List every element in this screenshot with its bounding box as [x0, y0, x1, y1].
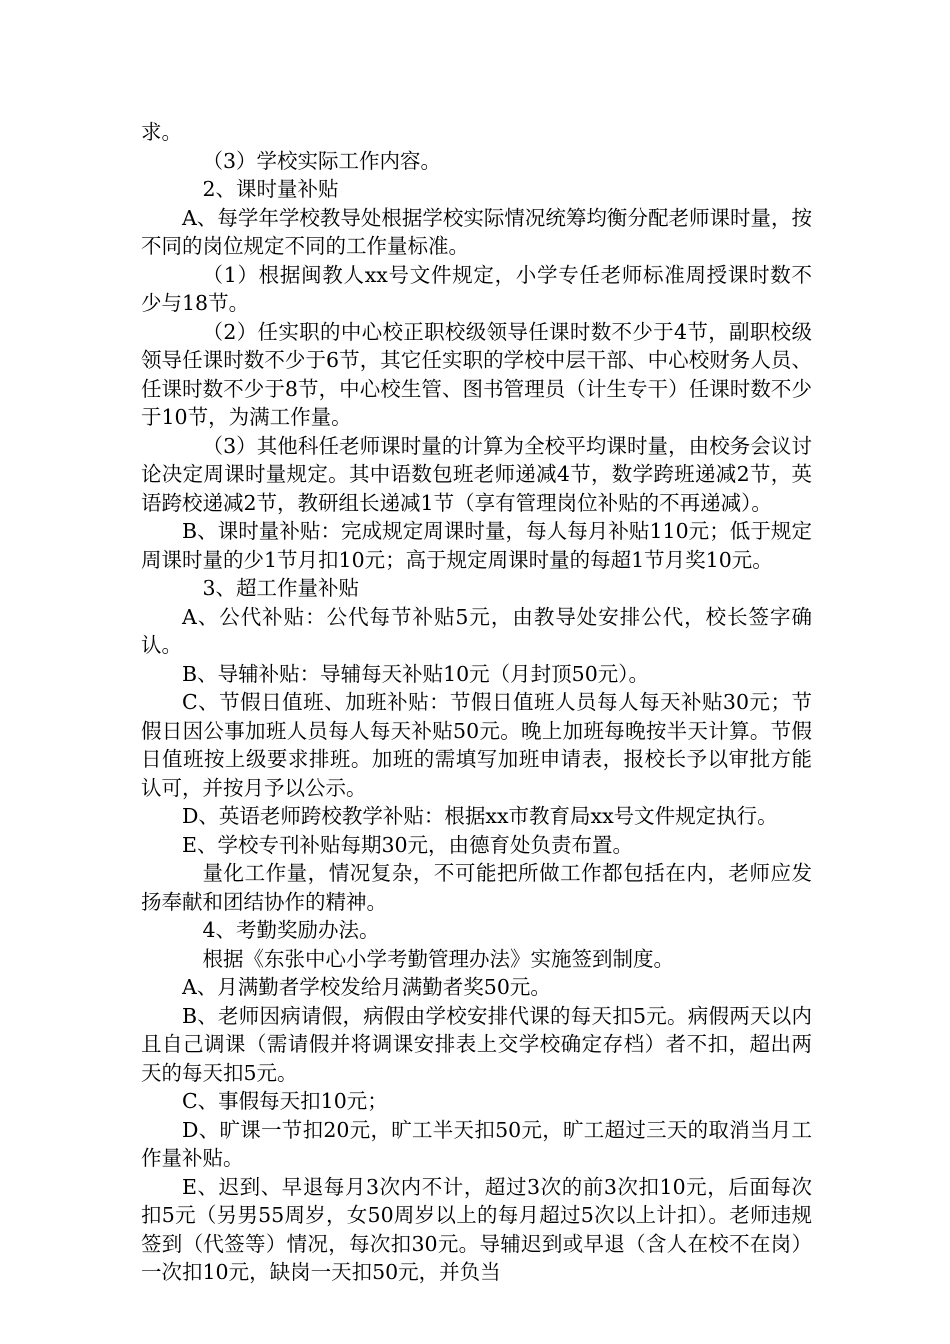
- paragraph: 2、课时量补贴: [202, 177, 339, 201]
- paragraph: E、迟到、早退每月3次内不计，超过3次的前3次扣10元，后面每次扣5元（另男55周岁，女50周岁以上的每月超过5次以上计扣）。老师违规签到（代签等）情况，每次扣30元。导辅迟到或早退（含人在校不在岗）一次扣10元，缺岗一天扣50元，并负当: [141, 1174, 812, 1284]
- paragraph: （3）学校实际工作内容。: [202, 148, 442, 173]
- paragraph: A、月满勤者学校发给月满勤者奖50元。: [182, 975, 551, 999]
- paragraph: C、节假日值班、加班补贴：节假日值班人员每人每天补贴30元；节假日因公事加班人员每人每天补贴50元。晚上加班每晚按半天计算。节假日值班按上级要求排班。加班的需填写加班申请表，报校长予以审批方能认可，并按月予以公示。: [141, 690, 812, 800]
- paragraph: （1）根据闽教人xx号文件规定，小学专任老师标准周授课时数不少与18节。: [141, 262, 812, 315]
- document-body: [141, 118, 812, 1287]
- paragraph: A、公代补贴：公代每节补贴5元，由教导处安排公代，校长签字确认。: [141, 604, 812, 657]
- paragraph: B、老师因病请假，病假由学校安排代课的每天扣5元。病假两天以内且自己调课（需请假并将调课安排表上交学校确定存档）者不扣，超出两天的每天扣5元。: [141, 1003, 812, 1085]
- paragraph: 求。: [141, 120, 182, 144]
- paragraph: C、事假每天扣10元；: [182, 1089, 388, 1113]
- paragraph: B、课时量补贴：完成规定周课时量，每人每月补贴110元；低于规定周课时量的少1节月扣10元；高于规定周课时量的每超1节月奖10元。: [141, 519, 812, 572]
- paragraph: 3、超工作量补贴: [202, 576, 360, 600]
- paragraph: E、学校专刊补贴每期30元，由德育处负责布置。: [182, 832, 634, 857]
- paragraph: （3）其他科任老师课时量的计算为全校平均课时量，由校务会议讨论决定周课时量规定。其中语数包班老师递减4节，数学跨班递减2节，英语跨校递减2节，教研组长递减1节（享有管理岗位补贴的不再递减）。: [141, 433, 812, 515]
- paragraph: A、每学年学校教导处根据学校实际情况统筹均衡分配老师课时量，按不同的岗位规定不同的工作量标准。: [141, 205, 812, 258]
- paragraph: 根据《东张中心小学考勤管理办法》实施签到制度。: [202, 946, 674, 971]
- paragraph: B、导辅补贴：导辅每天补贴10元（月封顶50元）。: [182, 661, 649, 686]
- paragraph: D、旷课一节扣20元，旷工半天扣50元，旷工超过三天的取消当月工作量补贴。: [141, 1117, 812, 1170]
- paragraph: （2）任实职的中心校正职校级领导任课时数不少于4节，副职校级领导任课时数不少于6节，其它任实职的学校中层干部、中心校财务人员、任课时数不少于8节，中心校生管、图书管理员（计生专干）任课时数不少于10节，为满工作量。: [141, 319, 812, 429]
- paragraph: D、英语老师跨校教学补贴：根据xx市教育局xx号文件规定执行。: [182, 804, 778, 828]
- paragraph: 量化工作量，情况复杂，不可能把所做工作都包括在内，老师应发扬奉献和团结协作的精神。: [141, 861, 812, 914]
- paragraph: 4、考勤奖励办法。: [202, 918, 380, 942]
